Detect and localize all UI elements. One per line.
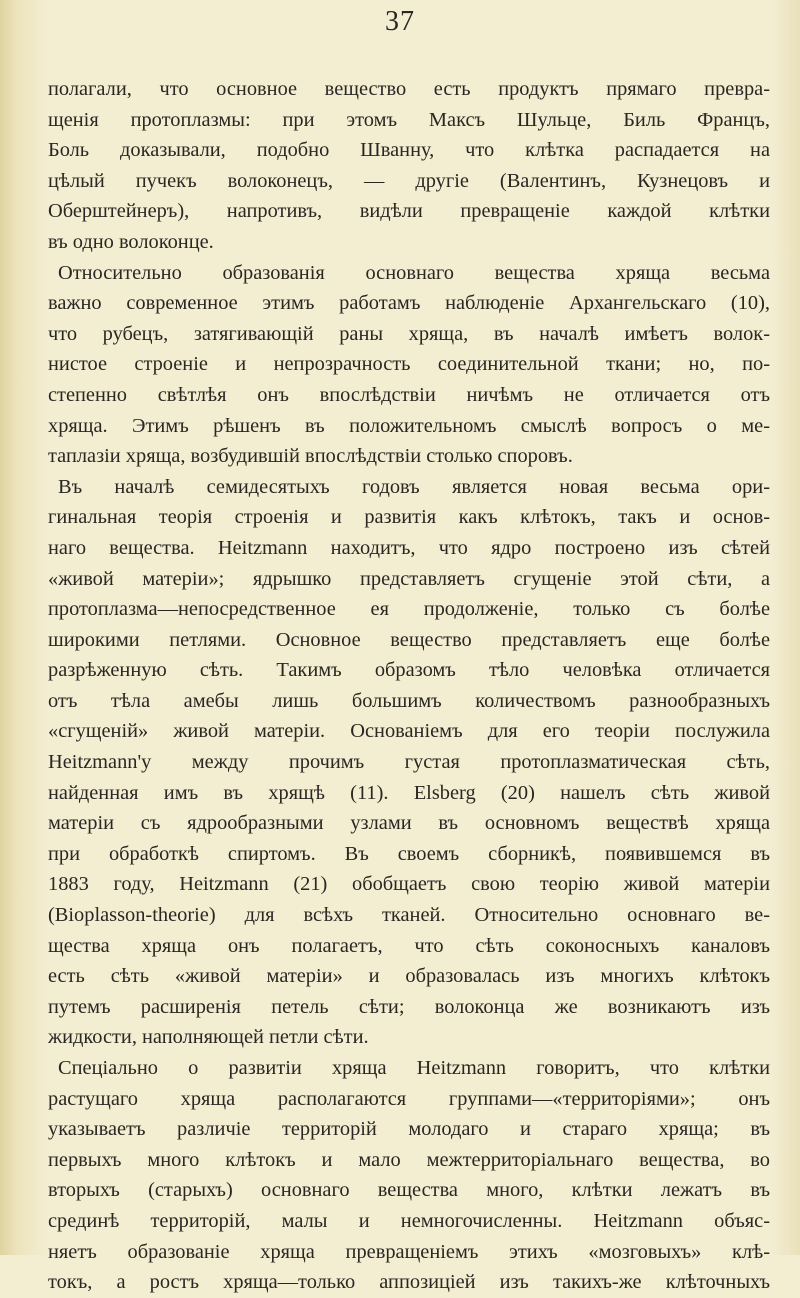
text-line: отъ тѣла амебы лишь большимъ количествомъ разнообразныхъ [48,689,770,712]
text-line: Боль доказывали, подобно Шванну, что клѣтка распадается на [48,139,770,162]
text-line: нистое строеніе и непрозрачность соединительной ткани; но, по- [48,353,770,376]
text-line: Heitzmann'у между прочимъ густая протоплазматическая сѣть, [48,751,770,774]
text-line: Относительно образованія основнаго вещества хряща весьма [58,261,770,284]
text-line: разрѣженную сѣть. Такимъ образомъ тѣло человѣка отличается [48,659,770,682]
text-line: степенно свѣтлѣя онъ впослѣдствіи ничѣмъ не отличается отъ [48,383,770,406]
text-line: въ одно волоконце. [48,230,214,253]
text-line: растущаго хряща располагаются группами—«территоріями»; онъ [48,1087,770,1110]
text-line: гинальная теорія строенія и развитія какъ клѣтокъ, такъ и основ- [48,506,770,529]
text-line: при обработкѣ спиртомъ. Въ своемъ сборникѣ, появившемся въ [48,842,770,865]
text-line: путемъ расширенія петель сѣти; волоконца же возникаютъ изъ [48,995,770,1018]
text-line: есть сѣть «живой матеріи» и образовалась изъ многихъ клѣтокъ [48,965,770,988]
text-line: жидкости, наполняющей петли сѣти. [48,1026,369,1049]
text-line: щенія протоплазмы: при этомъ Максъ Шульце, Биль Францъ, [48,108,770,131]
text-line: срединѣ территорій, малы и немногочисленны. Heitzmann объяс- [48,1209,770,1232]
text-line: широкими петлями. Основное вещество представляетъ еще болѣе [48,628,770,651]
text-line: «живой матеріи»; ядрышко представляетъ сгущеніе этой сѣти, а [48,567,770,590]
text-line: протоплазма—непосредственное ея продолженіе, только съ болѣе [48,598,770,621]
text-line: цѣлый пучекъ волоконецъ, — другіе (Валентинъ, Кузнецовъ и [48,169,770,192]
text-line: найденная имъ въ хрящѣ (11). Elsberg (20) нашелъ сѣть живой [48,781,770,804]
text-line: важно современное этимъ работамъ наблюденіе Архангельскаго (10), [48,292,770,315]
text-line: полагали, что основное вещество есть продуктъ прямаго превра- [48,78,770,100]
text-line: матеріи съ ядрообразными узлами въ основномъ веществѣ хряща [48,812,770,835]
text-line: указываетъ различіе территорій молодаго и стараго хряща; въ [48,1118,770,1141]
text-line: Спеціально о развитіи хряща Heitzmann говоритъ, что клѣтки [58,1057,770,1079]
text-line: токъ, а ростъ хряща—только аппозиціей изъ такихъ-же клѣточныхъ [48,1271,770,1294]
page-number: 37 [385,6,415,37]
text-line: наго вещества. Heitzmann находитъ, что ядро построено изъ сѣтей [48,536,770,559]
text-line: «сгущеній» живой матеріи. Основаніемъ для его теоріи послужила [48,720,770,743]
text-line: вторыхъ (старыхъ) основнаго вещества много, клѣтки лежатъ въ [48,1179,770,1202]
text-line: первыхъ много клѣтокъ и мало межтерриторіальнаго вещества, во [48,1148,770,1171]
text-line: 1883 году, Heitzmann (21) обобщаетъ свою теорію живой матеріи [48,873,770,896]
text-line: Оберштейнеръ), напротивъ, видѣли превращеніе каждой клѣтки [48,200,770,223]
text-line: (Bioplasson-theorie) для всѣхъ тканей. Относительно основнаго ве- [48,904,770,927]
text-line: Въ началѣ семидесятыхъ годовъ является новая весьма ори- [58,475,770,498]
text-line: няетъ образованіе хряща превращеніемъ этихъ «мозговыхъ» клѣ- [48,1240,770,1263]
text-line: что рубецъ, затягивающій раны хряща, въ началѣ имѣетъ волок- [48,322,770,345]
text-line: щества хряща онъ полагаетъ, что сѣть соконосныхъ каналовъ [48,934,770,957]
body-text [48,74,770,1298]
text-line: таплазіи хряща, возбудившій впослѣдствіи столько споровъ. [48,445,573,468]
text-line: хряща. Этимъ рѣшенъ въ положительномъ смыслѣ вопросъ о ме- [48,414,770,437]
